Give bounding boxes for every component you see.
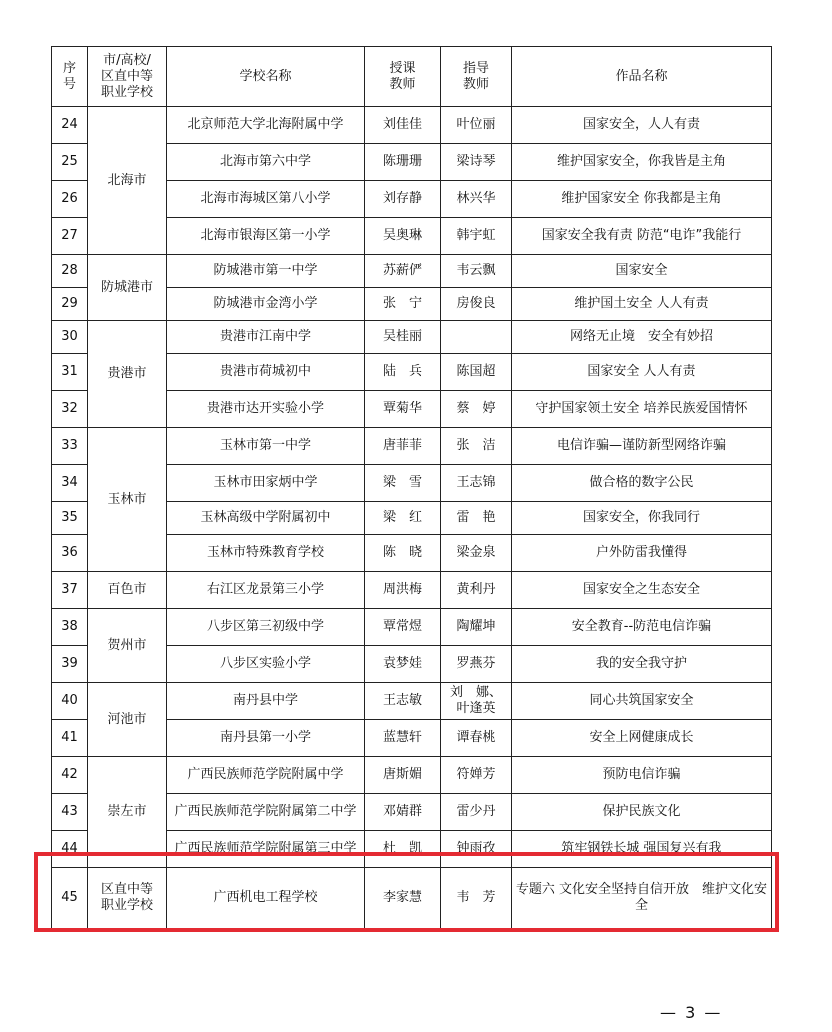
- cell-work: 国家安全: [512, 255, 772, 288]
- table-row: [52, 609, 772, 646]
- cell-work: 预防电信诈骗: [512, 757, 772, 794]
- cell-advisor: 张 洁: [441, 428, 512, 465]
- cell-work: 户外防雷我懂得: [512, 535, 772, 572]
- header-city: 市/高校/ 区直中等 职业学校: [88, 47, 167, 107]
- cell-school: 防城港市第一中学: [167, 255, 365, 288]
- cell-advisor: 蔡 婷: [441, 391, 512, 428]
- cell-seq: 43: [52, 794, 88, 831]
- cell-teacher: 梁 红: [365, 502, 441, 535]
- cell-seq: 29: [52, 288, 88, 321]
- cell-city: 崇左市: [88, 757, 167, 868]
- cell-work: 维护国家安全，你我皆是主角: [512, 144, 772, 181]
- cell-seq: 34: [52, 465, 88, 502]
- cell-seq: 38: [52, 609, 88, 646]
- cell-school: 南丹县第一小学: [167, 720, 365, 757]
- cell-school: 八步区第三初级中学: [167, 609, 365, 646]
- cell-work: 安全上网健康成长: [512, 720, 772, 757]
- cell-school: 贵港市达开实验小学: [167, 391, 365, 428]
- cell-work: 维护国土安全 人人有责: [512, 288, 772, 321]
- cell-work: 国家安全之生态安全: [512, 572, 772, 609]
- cell-seq: 28: [52, 255, 88, 288]
- cell-work: 同心共筑国家安全: [512, 683, 772, 720]
- cell-teacher: 覃常煜: [365, 609, 441, 646]
- header-advisor: 指导 教师: [441, 47, 512, 107]
- cell-school: 广西民族师范学院附属第二中学: [167, 794, 365, 831]
- cell-teacher: 覃菊华: [365, 391, 441, 428]
- cell-teacher: 吴奥琳: [365, 218, 441, 255]
- table-body: [52, 107, 772, 929]
- cell-school: 贵港市江南中学: [167, 321, 365, 354]
- cell-seq: 45: [52, 868, 88, 929]
- cell-school: 南丹县中学: [167, 683, 365, 720]
- cell-teacher: 刘存静: [365, 181, 441, 218]
- cell-advisor: 陈国超: [441, 354, 512, 391]
- cell-work: 保护民族文化: [512, 794, 772, 831]
- table-row: [52, 107, 772, 144]
- cell-advisor: 钟雨孜: [441, 831, 512, 868]
- cell-school: 广西民族师范学院附属第三中学: [167, 831, 365, 868]
- cell-advisor: 叶位丽: [441, 107, 512, 144]
- cell-city: 北海市: [88, 107, 167, 255]
- table-row: [52, 255, 772, 288]
- cell-school: 广西机电工程学校: [167, 868, 365, 929]
- cell-advisor: 雷 艳: [441, 502, 512, 535]
- cell-school: 广西民族师范学院附属中学: [167, 757, 365, 794]
- cell-work: 维护国家安全 你我都是主角: [512, 181, 772, 218]
- table-row: [52, 321, 772, 354]
- cell-school: 玉林高级中学附属初中: [167, 502, 365, 535]
- cell-advisor: 韦 芳: [441, 868, 512, 929]
- cell-teacher: 张 宁: [365, 288, 441, 321]
- cell-city: 玉林市: [88, 428, 167, 572]
- table-row: [52, 683, 772, 720]
- cell-seq: 30: [52, 321, 88, 354]
- cell-work: 守护国家领土安全 培养民族爱国情怀: [512, 391, 772, 428]
- cell-teacher: 李家慧: [365, 868, 441, 929]
- cell-seq: 33: [52, 428, 88, 465]
- cell-teacher: 刘佳佳: [365, 107, 441, 144]
- cell-school: 北海市银海区第一小学: [167, 218, 365, 255]
- cell-school: 玉林市第一中学: [167, 428, 365, 465]
- cell-seq: 25: [52, 144, 88, 181]
- cell-teacher: 唐菲菲: [365, 428, 441, 465]
- cell-advisor: 韦云飘: [441, 255, 512, 288]
- page-number: — 3 —: [660, 1003, 723, 1022]
- cell-work: 国家安全，人人有责: [512, 107, 772, 144]
- cell-school: 北京师范大学北海附属中学: [167, 107, 365, 144]
- cell-advisor: 韩宇虹: [441, 218, 512, 255]
- cell-advisor: 谭春桃: [441, 720, 512, 757]
- cell-city: 贺州市: [88, 609, 167, 683]
- cell-seq: 37: [52, 572, 88, 609]
- cell-teacher: 蓝慧轩: [365, 720, 441, 757]
- cell-advisor: [441, 321, 512, 354]
- cell-work: 国家安全，你我同行: [512, 502, 772, 535]
- cell-work: 国家安全 人人有责: [512, 354, 772, 391]
- cell-seq: 40: [52, 683, 88, 720]
- cell-advisor: 陶耀坤: [441, 609, 512, 646]
- cell-school: 北海市第六中学: [167, 144, 365, 181]
- table-row: [52, 868, 772, 929]
- cell-seq: 39: [52, 646, 88, 683]
- cell-school: 玉林市特殊教育学校: [167, 535, 365, 572]
- cell-work: 电信诈骗—谨防新型网络诈骗: [512, 428, 772, 465]
- cell-teacher: 陈珊珊: [365, 144, 441, 181]
- header-seq: 序 号: [52, 47, 88, 107]
- cell-city: 区直中等 职业学校: [88, 868, 167, 929]
- cell-seq: 31: [52, 354, 88, 391]
- table-row: [52, 572, 772, 609]
- table-row: [52, 428, 772, 465]
- cell-school: 防城港市金湾小学: [167, 288, 365, 321]
- cell-school: 右江区龙景第三小学: [167, 572, 365, 609]
- cell-work: 安全教育--防范电信诈骗: [512, 609, 772, 646]
- cell-advisor: 符婵芳: [441, 757, 512, 794]
- cell-seq: 32: [52, 391, 88, 428]
- cell-school: 八步区实验小学: [167, 646, 365, 683]
- cell-seq: 44: [52, 831, 88, 868]
- header-row: [52, 47, 772, 107]
- cell-teacher: 陆 兵: [365, 354, 441, 391]
- cell-advisor: 林兴华: [441, 181, 512, 218]
- cell-city: 百色市: [88, 572, 167, 609]
- cell-work: 做合格的数字公民: [512, 465, 772, 502]
- cell-advisor: 雷少丹: [441, 794, 512, 831]
- cell-seq: 41: [52, 720, 88, 757]
- cell-work: 网络无止境 安全有妙招: [512, 321, 772, 354]
- cell-teacher: 杜 凯: [365, 831, 441, 868]
- cell-teacher: 袁梦娃: [365, 646, 441, 683]
- cell-teacher: 王志敏: [365, 683, 441, 720]
- cell-seq: 26: [52, 181, 88, 218]
- cell-work: 国家安全我有责 防范“电诈”我能行: [512, 218, 772, 255]
- cell-seq: 35: [52, 502, 88, 535]
- cell-advisor: 房俊良: [441, 288, 512, 321]
- cell-work: 我的安全我守护: [512, 646, 772, 683]
- cell-teacher: 唐斯媚: [365, 757, 441, 794]
- cell-seq: 42: [52, 757, 88, 794]
- cell-teacher: 苏薪俨: [365, 255, 441, 288]
- cell-advisor: 刘 娜、 叶逢英: [441, 683, 512, 720]
- cell-teacher: 梁 雪: [365, 465, 441, 502]
- cell-advisor: 罗燕芬: [441, 646, 512, 683]
- cell-work: 筑牢钢铁长城 强国复兴有我: [512, 831, 772, 868]
- cell-school: 贵港市荷城初中: [167, 354, 365, 391]
- cell-school: 玉林市田家炳中学: [167, 465, 365, 502]
- cell-seq: 36: [52, 535, 88, 572]
- cell-teacher: 陈 晓: [365, 535, 441, 572]
- cell-seq: 24: [52, 107, 88, 144]
- header-teacher: 授课 教师: [365, 47, 441, 107]
- cell-teacher: 邓婧群: [365, 794, 441, 831]
- cell-advisor: 黄利丹: [441, 572, 512, 609]
- cell-teacher: 吴桂丽: [365, 321, 441, 354]
- table-row: [52, 757, 772, 794]
- award-table: [51, 46, 772, 929]
- cell-school: 北海市海城区第八小学: [167, 181, 365, 218]
- cell-city: 防城港市: [88, 255, 167, 321]
- cell-seq: 27: [52, 218, 88, 255]
- cell-advisor: 王志锦: [441, 465, 512, 502]
- cell-advisor: 梁诗琴: [441, 144, 512, 181]
- cell-advisor: 梁金泉: [441, 535, 512, 572]
- cell-teacher: 周洪梅: [365, 572, 441, 609]
- header-work: 作品名称: [512, 47, 772, 107]
- cell-city: 贵港市: [88, 321, 167, 428]
- header-school: 学校名称: [167, 47, 365, 107]
- cell-city: 河池市: [88, 683, 167, 757]
- cell-work: 专题六 文化安全坚持自信开放 维护文化安全: [512, 868, 772, 929]
